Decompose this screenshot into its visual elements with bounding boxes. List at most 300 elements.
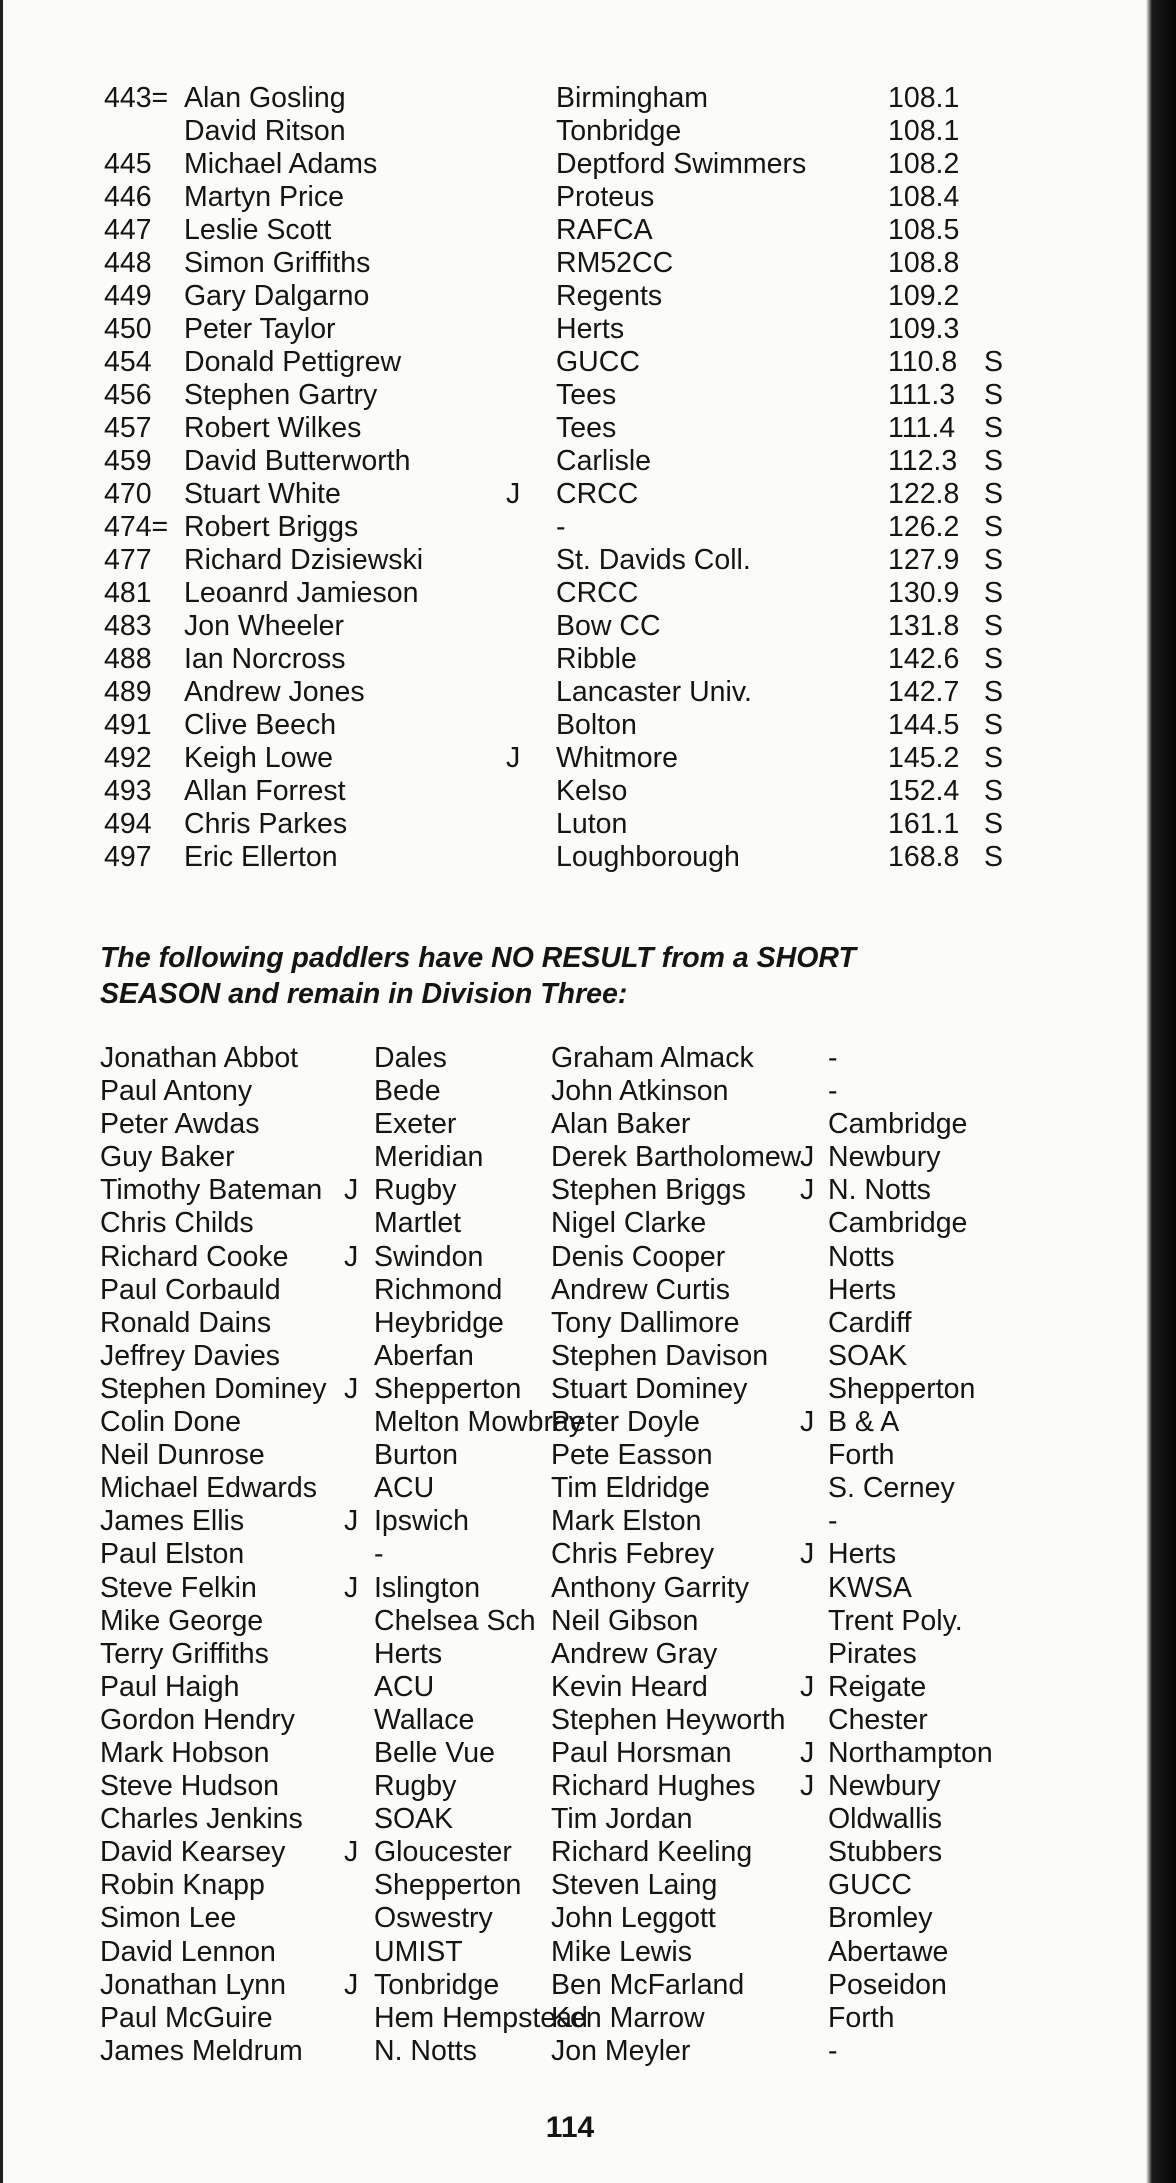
score-cell: 109.3 [888, 313, 960, 345]
result-row [104, 841, 1024, 874]
paddler-name: Colin Done [100, 1406, 241, 1439]
rank-cell: 477 [104, 544, 152, 576]
no-result-row [100, 1108, 1060, 1141]
paddler-name: Steven Laing [551, 1869, 718, 1902]
name-cell: Gary Dalgarno [184, 280, 370, 312]
score-cell: 108.8 [888, 247, 960, 279]
no-result-row [100, 1307, 1060, 1340]
club-cell: Loughborough [556, 841, 740, 873]
result-row [104, 676, 1024, 709]
result-row [104, 544, 1024, 577]
junior-marker: J [800, 1141, 815, 1174]
rank-cell: 457 [104, 412, 152, 444]
result-row [104, 181, 1024, 214]
club-cell: Deptford Swimmers [556, 148, 807, 180]
paddler-name: Jon Meyler [551, 2034, 691, 2067]
club-cell: Aberfan [374, 1339, 474, 1372]
paddler-name: Graham Almack [551, 1042, 754, 1074]
club-cell: Exeter [374, 1108, 457, 1141]
club-cell: Pirates [828, 1637, 917, 1670]
rank-cell: 446 [104, 181, 152, 213]
club-cell: Trent Poly. [828, 1604, 963, 1637]
score-cell: 108.1 [888, 82, 960, 114]
no-result-row [100, 1969, 1060, 2002]
result-row [104, 511, 1024, 544]
rank-cell: 489 [104, 676, 152, 708]
no-result-row [100, 1770, 1060, 1803]
short-season-flag: S [984, 610, 1004, 642]
club-cell: Rugby [374, 1174, 457, 1207]
paddler-name: Timothy Bateman [100, 1174, 323, 1207]
result-row [104, 280, 1024, 313]
club-cell: Reigate [828, 1670, 927, 1703]
paddler-name: Tim Eldridge [551, 1472, 710, 1505]
club-cell: Heybridge [374, 1306, 504, 1339]
paddler-name: Ben McFarland [551, 1968, 745, 2001]
no-result-row [100, 1174, 1060, 1207]
no-result-row [100, 1505, 1060, 1538]
score-cell: 142.7 [888, 676, 960, 708]
club-cell: Tonbridge [556, 115, 682, 147]
rank-cell: 450 [104, 313, 152, 345]
club-cell: Northampton [828, 1736, 993, 1769]
rank-cell: 449 [104, 280, 152, 312]
name-cell: David Ritson [184, 115, 346, 147]
result-row [104, 214, 1024, 247]
short-season-flag: S [984, 511, 1004, 543]
club-cell: ACU [374, 1472, 435, 1505]
name-cell: Alan Gosling [184, 82, 346, 114]
club-cell: Proteus [556, 181, 655, 213]
no-result-row [100, 1638, 1060, 1671]
no-result-row [100, 1704, 1060, 1737]
no-result-row [100, 1075, 1060, 1108]
rank-cell: 497 [104, 841, 152, 873]
name-cell: Clive Beech [184, 709, 337, 741]
results-list [104, 82, 1024, 874]
junior-marker: J [344, 1968, 359, 2001]
club-cell: RAFCA [556, 214, 653, 246]
club-cell: Newbury [828, 1770, 941, 1803]
no-result-row [100, 1538, 1060, 1571]
club-cell: Kelso [556, 775, 628, 807]
no-result-row [100, 1042, 1060, 1075]
club-cell: RM52CC [556, 247, 674, 279]
paddler-name: Paul Elston [100, 1538, 245, 1571]
club-cell: - [828, 1075, 838, 1108]
score-cell: 122.8 [888, 478, 960, 510]
club-cell: SOAK [828, 1339, 908, 1372]
rank-cell: 483 [104, 610, 152, 642]
rank-cell: 454 [104, 346, 152, 378]
club-cell: Herts [556, 313, 625, 345]
score-cell: 152.4 [888, 775, 960, 807]
club-cell: Bede [374, 1075, 441, 1108]
result-row [104, 82, 1024, 115]
club-cell: Oldwallis [828, 1803, 943, 1836]
paddler-name: Mike George [100, 1604, 264, 1637]
paddler-name: Tony Dallimore [551, 1306, 740, 1339]
no-result-row [100, 1869, 1060, 1902]
result-row [104, 478, 1024, 511]
paddler-name: Andrew Curtis [551, 1273, 730, 1306]
score-cell: 130.9 [888, 577, 960, 609]
club-cell: GUCC [828, 1869, 912, 1902]
paddler-name: Peter Awdas [100, 1108, 260, 1141]
result-row [104, 808, 1024, 841]
name-cell: Leslie Scott [184, 214, 332, 246]
club-cell: Stubbers [828, 1836, 943, 1869]
paddler-name: Richard Cooke [100, 1240, 289, 1273]
club-cell: Poseidon [828, 1968, 947, 2001]
rank-cell: 443= [104, 82, 169, 114]
paddler-name: Tim Jordan [551, 1803, 693, 1836]
name-cell: Leoanrd Jamieson [184, 577, 419, 609]
club-cell: Bolton [556, 709, 637, 741]
score-cell: 111.4 [888, 412, 956, 444]
rank-cell: 491 [104, 709, 152, 741]
paddler-name: Steve Felkin [100, 1571, 257, 1604]
club-cell: - [828, 1505, 838, 1538]
club-cell: Shepperton [828, 1372, 976, 1405]
club-cell: B & A [828, 1406, 900, 1439]
club-cell: - [556, 511, 566, 543]
club-cell: Tees [556, 379, 617, 411]
paddler-name: Peter Doyle [551, 1406, 700, 1439]
paddler-name: Paul Horsman [551, 1736, 732, 1769]
no-result-row [100, 1373, 1060, 1406]
junior-marker: J [800, 1670, 815, 1703]
no-result-row [100, 1274, 1060, 1307]
paddler-name: Paul Corbauld [100, 1273, 281, 1306]
junior-marker: J [344, 1372, 359, 1405]
page-number: 114 [545, 2111, 595, 2144]
short-season-flag: S [984, 742, 1004, 774]
short-season-flag: S [984, 379, 1004, 411]
name-cell: Donald Pettigrew [184, 346, 402, 378]
junior-marker: J [800, 1406, 815, 1439]
paddler-name: Stephen Briggs [551, 1174, 746, 1207]
short-season-flag: S [984, 676, 1004, 708]
result-row [104, 247, 1024, 280]
club-cell: Cambridge [828, 1108, 968, 1141]
club-cell: Belle Vue [374, 1736, 495, 1769]
no-result-row [100, 1836, 1060, 1869]
club-cell: Tees [556, 412, 617, 444]
junior-marker: J [344, 1240, 359, 1273]
paddler-name: Mike Lewis [551, 1935, 692, 1968]
result-row [104, 709, 1024, 742]
paddler-name: Jonathan Abbot [100, 1042, 299, 1074]
score-cell: 144.5 [888, 709, 960, 741]
club-cell: Notts [828, 1240, 895, 1273]
short-season-flag: S [984, 412, 1004, 444]
club-cell: Martlet [374, 1207, 462, 1240]
score-cell: 131.8 [888, 610, 960, 642]
club-cell: CRCC [556, 577, 639, 609]
paddler-name: Derek Bartholomew [551, 1141, 802, 1174]
club-cell: Swindon [374, 1240, 484, 1273]
paddler-name: Neil Gibson [551, 1604, 699, 1637]
club-cell: Oswestry [374, 1902, 493, 1935]
club-cell: Cambridge [828, 1207, 968, 1240]
no-result-row [100, 1671, 1060, 1704]
name-cell: Michael Adams [184, 148, 378, 180]
no-result-row [100, 1406, 1060, 1439]
junior-marker: J [800, 1736, 815, 1769]
rank-cell: 445 [104, 148, 152, 180]
no-result-row [100, 1902, 1060, 1935]
rank-cell: 459 [104, 445, 152, 477]
club-cell: Shepperton [374, 1372, 522, 1405]
club-cell: Herts [374, 1637, 443, 1670]
result-row [104, 445, 1024, 478]
rank-cell: 447 [104, 214, 152, 246]
no-result-row [100, 1340, 1060, 1373]
club-cell: Whitmore [556, 742, 678, 774]
rank-cell: 493 [104, 775, 152, 807]
rank-cell: 492 [104, 742, 152, 774]
result-row [104, 643, 1024, 676]
club-cell: N. Notts [374, 2034, 477, 2067]
club-cell: Shepperton [374, 1869, 522, 1902]
club-cell: Herts [828, 1538, 897, 1571]
name-cell: Robert Briggs [184, 511, 359, 543]
club-cell: - [828, 2034, 838, 2067]
club-cell: Tonbridge [374, 1968, 500, 2001]
club-cell: Luton [556, 808, 628, 840]
rank-cell: 470 [104, 478, 152, 510]
no-result-row [100, 2002, 1060, 2035]
score-cell: 127.9 [888, 544, 960, 576]
name-cell: Stuart White [184, 478, 341, 510]
paddler-name: Paul Haigh [100, 1670, 240, 1703]
club-cell: S. Cerney [828, 1472, 955, 1505]
no-result-row [100, 1472, 1060, 1505]
score-cell: 112.3 [888, 445, 958, 477]
name-cell: Richard Dzisiewski [184, 544, 424, 576]
rank-cell: 474= [104, 511, 169, 543]
club-cell: CRCC [556, 478, 639, 510]
no-result-row [100, 1737, 1060, 1770]
short-season-flag: S [984, 808, 1004, 840]
club-cell: Regents [556, 280, 663, 312]
club-cell: Forth [828, 2001, 895, 2034]
short-season-flag: S [984, 709, 1004, 741]
club-cell: Ribble [556, 643, 637, 675]
result-row [104, 346, 1024, 379]
paddler-name: Robin Knapp [100, 1869, 265, 1902]
paddler-name: Pete Easson [551, 1439, 713, 1472]
junior-marker: J [800, 1538, 815, 1571]
paddler-name: David Kearsey [100, 1836, 286, 1869]
paddler-name: John Leggott [551, 1902, 716, 1935]
club-cell: Abertawe [828, 1935, 949, 1968]
result-row [104, 379, 1024, 412]
result-row [104, 775, 1024, 808]
name-cell: Andrew Jones [184, 676, 365, 708]
paddler-name: John Atkinson [551, 1075, 729, 1108]
club-cell: SOAK [374, 1803, 454, 1836]
name-cell: Ian Norcross [184, 643, 346, 675]
club-cell: Ipswich [374, 1505, 470, 1538]
score-cell: 110.8 [888, 346, 958, 378]
paddler-name: James Ellis [100, 1505, 245, 1538]
paddler-name: Denis Cooper [551, 1240, 726, 1273]
paddler-name: Jeffrey Davies [100, 1339, 281, 1372]
score-cell: 142.6 [888, 643, 960, 675]
notice-line-2: SEASON and remain in Division Three: [100, 978, 628, 1010]
name-cell: Chris Parkes [184, 808, 348, 840]
paddler-name: Guy Baker [100, 1141, 235, 1174]
club-cell: Newbury [828, 1141, 941, 1174]
paddler-name: Charles Jenkins [100, 1803, 303, 1836]
club-cell: St. Davids Coll. [556, 544, 751, 576]
club-cell: Dales [374, 1042, 447, 1074]
paddler-name: Gordon Hendry [100, 1703, 295, 1736]
short-season-flag: S [984, 841, 1004, 873]
junior-marker: J [344, 1505, 359, 1538]
rank-cell: 456 [104, 379, 152, 411]
club-cell: GUCC [556, 346, 640, 378]
paddler-name: Richard Keeling [551, 1836, 753, 1869]
short-season-flag: S [984, 478, 1004, 510]
score-cell: 145.2 [888, 742, 960, 774]
score-cell: 109.2 [888, 280, 960, 312]
name-cell: Keigh Lowe [184, 742, 333, 774]
club-cell: Richmond [374, 1273, 503, 1306]
short-season-flag: S [984, 775, 1004, 807]
junior-marker: J [506, 478, 521, 510]
no-result-row [100, 1439, 1060, 1472]
paddler-name: Stephen Heyworth [551, 1703, 786, 1736]
rank-cell: 481 [104, 577, 152, 609]
paddler-name: Kevin Heard [551, 1670, 708, 1703]
club-cell: UMIST [374, 1935, 463, 1968]
club-cell: Cardiff [828, 1306, 912, 1339]
junior-marker: J [344, 1174, 359, 1207]
short-season-flag: S [984, 643, 1004, 675]
club-cell: Burton [374, 1439, 458, 1472]
name-cell: Jon Wheeler [184, 610, 344, 642]
junior-marker: J [506, 742, 521, 774]
score-cell: 168.8 [888, 841, 960, 873]
no-result-row [100, 1241, 1060, 1274]
result-row [104, 148, 1024, 181]
junior-marker: J [800, 1174, 815, 1207]
paddler-name: Simon Lee [100, 1902, 237, 1935]
name-cell: Peter Taylor [184, 313, 336, 345]
score-cell: 108.2 [888, 148, 960, 180]
name-cell: Allan Forrest [184, 775, 346, 807]
paddler-name: Neil Dunrose [100, 1439, 265, 1472]
score-cell: 161.1 [888, 808, 960, 840]
no-result-row [100, 1605, 1060, 1638]
club-cell: Hem Hempstead [374, 2001, 588, 2034]
paddler-name: James Meldrum [100, 2034, 303, 2067]
club-cell: N. Notts [828, 1174, 931, 1207]
paddler-name: Richard Hughes [551, 1770, 756, 1803]
paddler-name: Andrew Gray [551, 1637, 718, 1670]
club-cell: Forth [828, 1439, 895, 1472]
paddler-name: Stuart Dominey [551, 1372, 748, 1405]
club-cell: Carlisle [556, 445, 652, 477]
result-row [104, 412, 1024, 445]
rank-cell: 494 [104, 808, 152, 840]
paddler-name: Ronald Dains [100, 1306, 272, 1339]
paddler-name: Chris Childs [100, 1207, 254, 1240]
result-row [104, 577, 1024, 610]
no-result-row [100, 1207, 1060, 1240]
name-cell: Simon Griffiths [184, 247, 371, 279]
paddler-name: Paul Antony [100, 1075, 253, 1108]
name-cell: Eric Ellerton [184, 841, 338, 873]
paddler-name: Mark Elston [551, 1505, 702, 1538]
club-cell: Lancaster Univ. [556, 676, 752, 708]
short-season-flag: S [984, 577, 1004, 609]
club-cell: Islington [374, 1571, 481, 1604]
club-cell: Chelsea Sch [374, 1604, 536, 1637]
short-season-flag: S [984, 544, 1004, 576]
score-cell: 111.3 [888, 379, 956, 411]
paddler-name: Mark Hobson [100, 1736, 270, 1769]
club-cell: Bromley [828, 1902, 933, 1935]
result-row [104, 313, 1024, 346]
no-result-row [100, 1936, 1060, 1969]
paddler-name: David Lennon [100, 1935, 276, 1968]
club-cell: Gloucester [374, 1836, 512, 1869]
club-cell: KWSA [828, 1571, 912, 1604]
no-result-notice [100, 940, 1000, 1012]
no-result-row [100, 2035, 1060, 2068]
club-cell: Bow CC [556, 610, 661, 642]
paddler-name: Chris Febrey [551, 1538, 715, 1571]
paddler-name: Steve Hudson [100, 1770, 280, 1803]
paddler-name: Alan Baker [551, 1108, 691, 1141]
club-cell: Chester [828, 1703, 928, 1736]
book-spine-shadow [1146, 0, 1176, 2183]
paddler-name: Ken Marrow [551, 2001, 705, 2034]
junior-marker: J [344, 1836, 359, 1869]
score-cell: 108.1 [888, 115, 960, 147]
paddler-name: Nigel Clarke [551, 1207, 707, 1240]
junior-marker: J [800, 1770, 815, 1803]
result-row [104, 115, 1024, 148]
short-season-flag: S [984, 445, 1004, 477]
club-cell: - [374, 1538, 384, 1571]
rank-cell: 448 [104, 247, 152, 279]
name-cell: Stephen Gartry [184, 379, 378, 411]
club-cell: - [828, 1042, 838, 1074]
club-cell: Wallace [374, 1703, 475, 1736]
club-cell: Rugby [374, 1770, 457, 1803]
paddler-name: Terry Griffiths [100, 1637, 269, 1670]
paddler-name: Stephen Davison [551, 1339, 769, 1372]
no-result-list [100, 1042, 1060, 2068]
club-cell: Melton Mowbray [374, 1406, 584, 1439]
score-cell: 108.4 [888, 181, 960, 213]
page-edge-shadow [0, 0, 3, 2183]
club-cell: Birmingham [556, 82, 709, 114]
club-cell: Meridian [374, 1141, 484, 1174]
paddler-name: Stephen Dominey [100, 1372, 327, 1405]
paddler-name: Anthony Garrity [551, 1571, 749, 1604]
result-row [104, 742, 1024, 775]
no-result-row [100, 1803, 1060, 1836]
result-row [104, 610, 1024, 643]
club-cell: ACU [374, 1670, 435, 1703]
club-cell: Herts [828, 1273, 897, 1306]
